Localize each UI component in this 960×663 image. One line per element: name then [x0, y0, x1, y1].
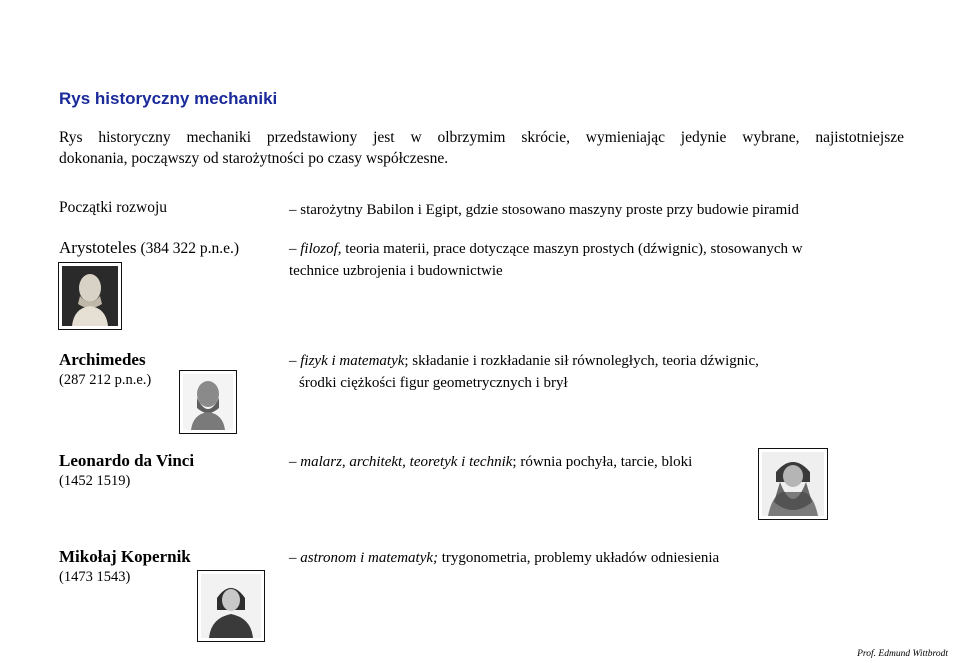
aristotle-name: Arystoteles	[59, 238, 137, 257]
copernicus-description	[289, 547, 719, 569]
leonardo-dash: –	[289, 454, 297, 470]
leonardo-desc: ; równia pochyła, tarcie, bloki	[512, 454, 693, 470]
leonardo-portrait	[758, 448, 828, 520]
copernicus-portrait-icon	[201, 574, 261, 638]
aristotle-desc-line2: technice uzbrojenia i budownictwie	[289, 263, 503, 279]
leonardo-description	[289, 451, 692, 473]
intro-line-2: dokonania, począwszy od starożytności po czasy współczesne.	[59, 150, 449, 167]
archimedes-desc-line2: środki ciężkości figur geometrycznych i brył	[299, 375, 568, 391]
aristotle-portrait	[58, 262, 122, 330]
copernicus-name: Mikołaj Kopernik	[59, 547, 191, 566]
leonardo-name: Leonardo da Vinci	[59, 451, 195, 470]
copernicus-desc: trygonometria, problemy układów odniesienia	[438, 550, 720, 566]
aristotle-desc-line1: teoria materii, prace dotyczące maszyn prostych (dźwignic), stosowanych w	[345, 241, 803, 257]
aristotle-role: filozof,	[300, 241, 342, 257]
aristotle-dash: –	[289, 241, 297, 257]
archimedes-bust-icon	[183, 374, 233, 430]
intro-paragraph	[59, 127, 904, 169]
beginnings-label: Początki rozwoju	[59, 199, 168, 216]
leonardo-dates: (1452 1519)	[59, 473, 131, 489]
archimedes-portrait	[179, 370, 237, 434]
copernicus-role: astronom i matematyk;	[300, 550, 439, 566]
archimedes-desc-line1: ; składanie i rozkładanie sił równoległych, teoria dźwignic,	[404, 353, 759, 369]
page-title: Rys historyczny mechaniki	[59, 89, 278, 108]
archimedes-name: Archimedes	[59, 350, 146, 369]
leonardo-role: malarz, architekt, teoretyk i technik	[300, 454, 513, 470]
beginnings-description: – starożytny Babilon i Egipt, gdzie stosowano maszyny proste przy budowie piramid	[289, 202, 799, 218]
intro-line-1: Rys historyczny mechaniki przedstawiony jest w olbrzymim skrócie, wymieniając jedynie wybrane, najistotniejsze	[59, 129, 904, 146]
aristotle-description	[289, 238, 849, 282]
aristotle-heading	[59, 238, 239, 258]
archimedes-description	[289, 350, 849, 394]
archimedes-dash: –	[289, 353, 297, 369]
leonardo-portrait-icon	[762, 452, 824, 516]
copernicus-dates: (1473 1543)	[59, 569, 131, 585]
aristotle-bust-icon	[62, 266, 118, 326]
copernicus-portrait	[197, 570, 265, 642]
aristotle-dates: (384 322 p.n.e.)	[140, 240, 240, 257]
archimedes-dates: (287 212 p.n.e.)	[59, 372, 152, 388]
footer-author: Prof. Edmund Wittbrodt	[857, 649, 948, 659]
archimedes-role: fizyk i matematyk	[300, 353, 405, 369]
copernicus-dash: –	[289, 550, 297, 566]
